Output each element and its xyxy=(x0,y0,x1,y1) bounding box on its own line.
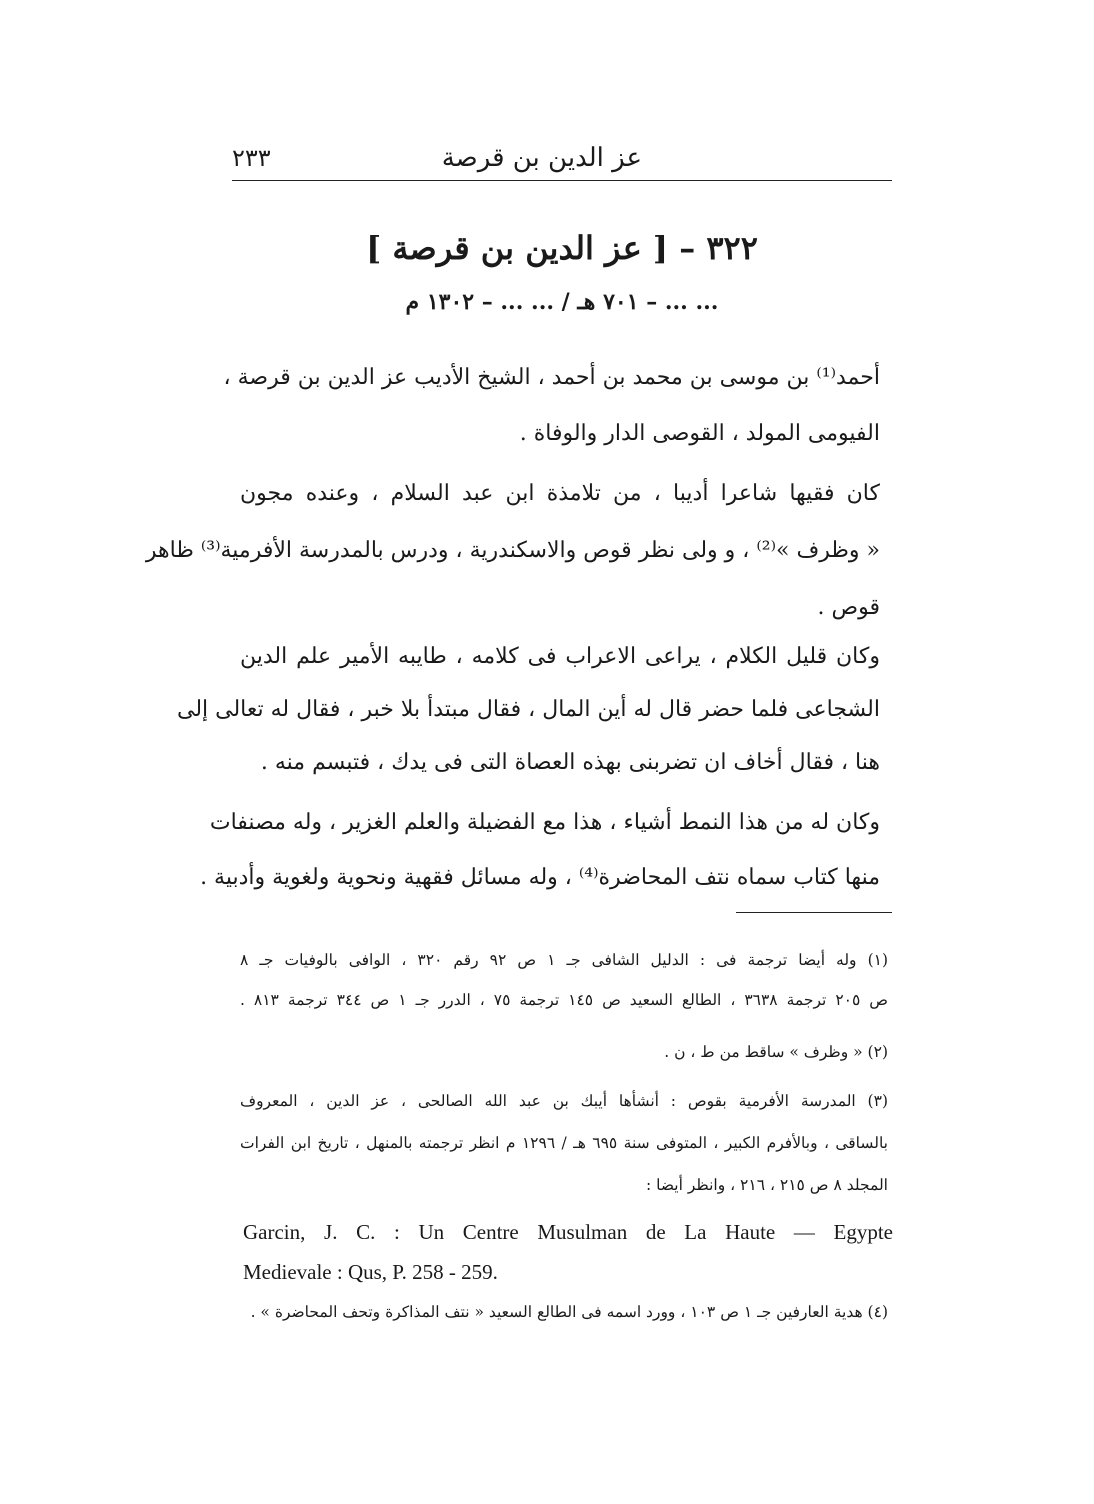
footnote-line: ص ٢٠٥ ترجمة ٣٦٣٨ ، الطالع السعيد ص ١٤٥ ترجمة ٧٥ ، الدرر جـ ١ ص ٣٤٤ ترجمة ٨١٣ . xyxy=(240,991,889,1009)
entry-title: ٣٢٢ – [ عز الدين بن قرصة ] xyxy=(366,229,758,267)
page-number: ٢٣٣ xyxy=(232,144,271,172)
footnote-line: (٣) المدرسة الأفرمية بقوص : أنشأها أيبك بن عبد الله الصالحى ، عز الدين ، المعروف xyxy=(240,1092,888,1110)
paragraph-4 xyxy=(200,795,880,905)
paragraph-line: الفيومى المولد ، القوصى الدار والوفاة . xyxy=(519,421,880,446)
paragraph-line: هنا ، فقال أخاف ان تضربنى بهذه العصاة التى فى يدك ، فتبسم منه . xyxy=(260,750,880,775)
footnote-rule xyxy=(736,912,892,913)
paragraph-line: كان فقيها شاعرا أديبا ، من تلامذة ابن عبد السلام ، وعنده مجون xyxy=(240,481,880,506)
running-header xyxy=(232,138,892,178)
footnote-1 xyxy=(240,940,888,1020)
footnote-line: (٢) « وظرف » ساقط من ط ، ن . xyxy=(664,1043,888,1061)
footnote-line: المجلد ٨ ص ٢١٥ ، ٢١٦ ، وانظر أيضا : xyxy=(645,1176,888,1194)
paragraph-line: قوص . xyxy=(817,595,880,620)
paragraph-line: الشجاعى فلما حضر قال له أين المال ، فقال مبتدأ بلا خبر ، فقال له تعالى إلى xyxy=(177,697,880,722)
latin-reference-line: Garcin, J. C. : Un Centre Musulman de La Haute — Egypte xyxy=(243,1220,893,1244)
paragraph-1 xyxy=(223,350,880,462)
paragraph-3 xyxy=(177,630,880,789)
footnote-line: بالساقى ، وبالأفرم الكبير ، المتوفى سنة ٦٩٥ هـ / ١٢٩٦ م انظر ترجمته بالمنهل ، تاريخ ابن الفرات xyxy=(240,1134,888,1152)
entry-dates: ... ... – ٧٠١ هـ / ... ... – ١٣٠٢ م xyxy=(405,289,719,315)
running-title: عز الدين بن قرصة xyxy=(441,143,642,173)
paragraph-line: منها كتاب سماه نتف المحاضرة⁽⁴⁾ ، وله مسائل فقهية ونحوية ولغوية وأدبية . xyxy=(200,865,880,890)
footnote-line: (١) وله أيضا ترجمة فى : الدليل الشافى جـ ١ ص ٩٢ رقم ٣٢٠ ، الوافى بالوفيات جـ ٨ xyxy=(240,951,889,969)
footnote-4 xyxy=(240,1292,888,1332)
paragraph-line: وكان قليل الكلام ، يراعى الاعراب فى كلامه ، طايبه الأمير علم الدين xyxy=(240,644,880,669)
footnote-line: (٤) هدية العارفين جـ ١ ص ١٠٣ ، وورد اسمه فى الطالع السعيد « نتف المذاكرة وتحف المحاضرة » . xyxy=(250,1303,888,1321)
paragraph-line: « وظرف »⁽²⁾ ، و ولى نظر قوص والاسكندرية ، ودرس بالمدرسة الأفرمية⁽³⁾ ظاهر xyxy=(145,538,880,563)
paragraph-line: وكان له من هذا النمط أشياء ، هذا مع الفضيلة والعلم الغزير ، وله مصنفات xyxy=(209,810,880,835)
header-rule xyxy=(232,180,892,181)
paragraph-2 xyxy=(145,465,880,636)
paragraph-line: أحمد⁽¹⁾ بن موسى بن محمد بن أحمد ، الشيخ الأديب عز الدين بن قرصة ، xyxy=(223,365,880,390)
footnote-3 xyxy=(240,1080,888,1206)
latin-reference-line: Medievale : Qus, P. 258 - 259. xyxy=(243,1260,498,1284)
footnote-2 xyxy=(240,1032,888,1072)
latin-reference xyxy=(243,1212,893,1292)
